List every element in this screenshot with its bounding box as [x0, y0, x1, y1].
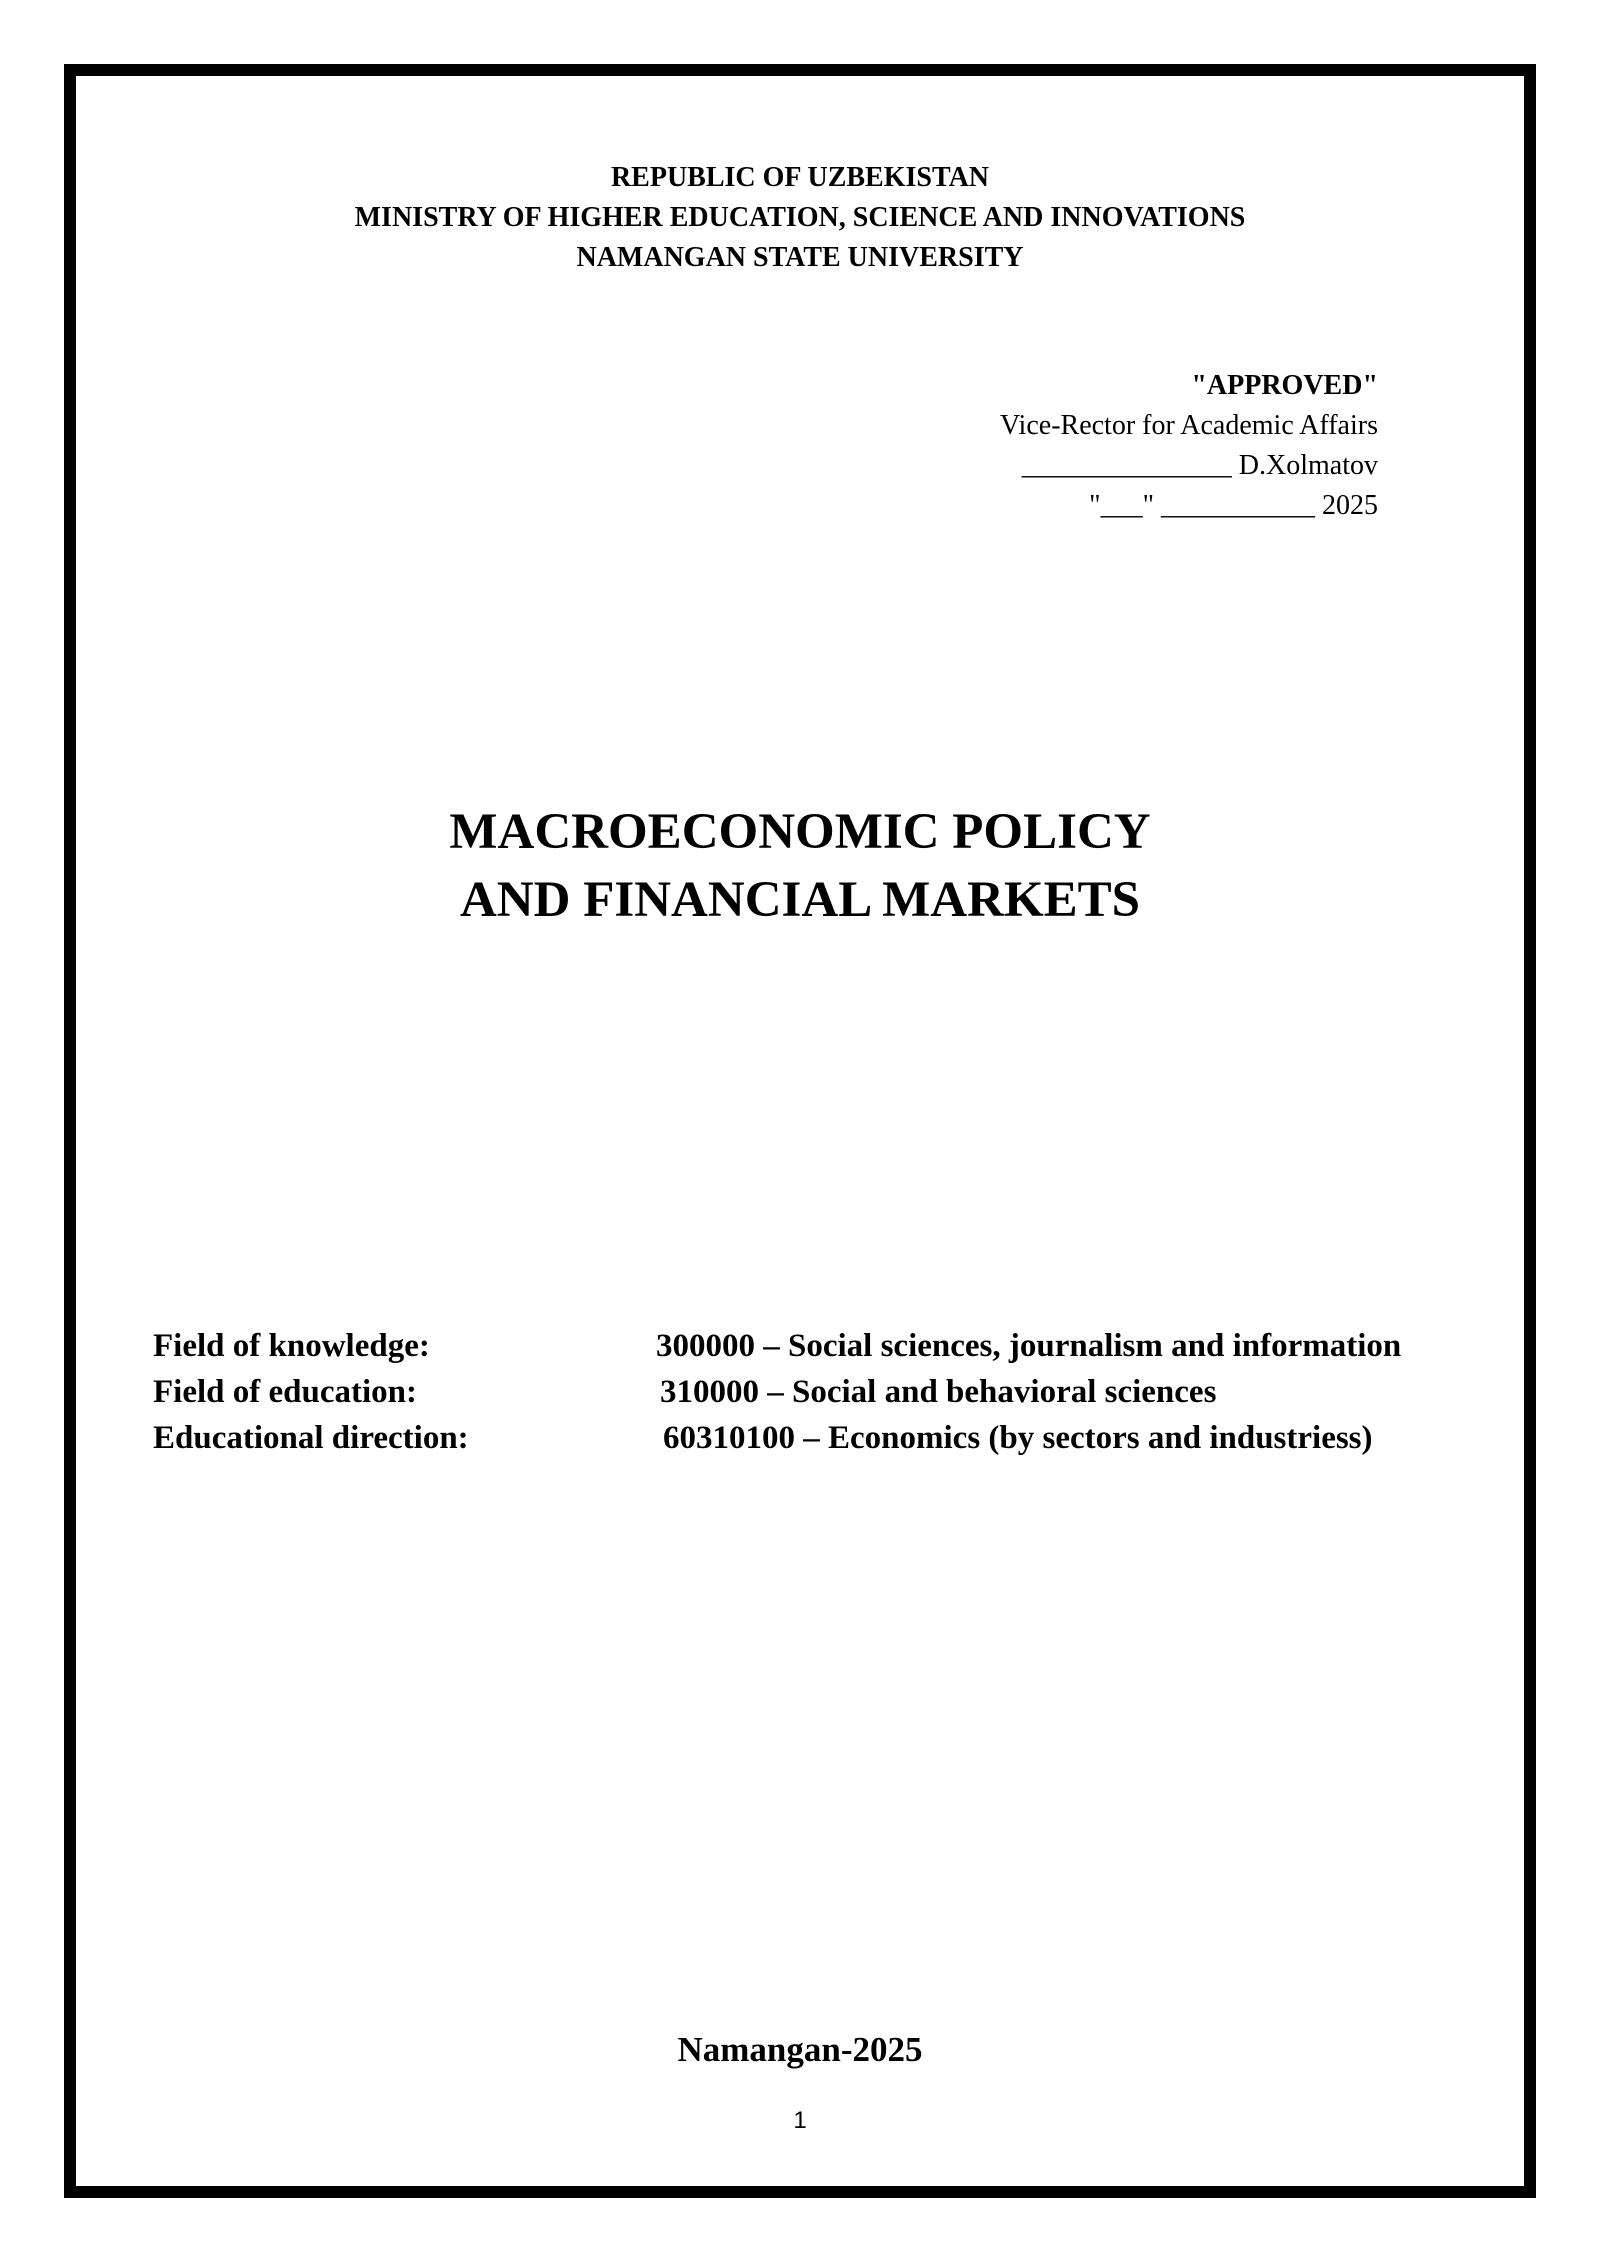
approver-position: Vice-Rector for Academic Affairs — [1000, 410, 1378, 441]
title-line-2: AND FINANCIAL MARKETS — [459, 872, 1141, 928]
document-title — [0, 798, 1600, 934]
university-name: NAMANGAN STATE UNIVERSITY — [576, 242, 1024, 273]
institution-header — [0, 158, 1600, 278]
field-value: 310000 – Social and behavioral sciences — [660, 1374, 1217, 1410]
page-number: 1 — [793, 2107, 807, 2134]
approval-title: "APPROVED" — [1191, 370, 1378, 401]
field-label: Educational direction: — [153, 1420, 469, 1456]
field-value: 60310100 – Economics (by sectors and industriess) — [663, 1420, 1373, 1456]
ministry-name: MINISTRY OF HIGHER EDUCATION, SCIENCE AND INNOVATIONS — [354, 202, 1246, 233]
field-value: 300000 – Social sciences, journalism and information — [656, 1328, 1402, 1364]
title-line-1: MACROECONOMIC POLICY — [449, 804, 1151, 860]
field-label: Field of education: — [153, 1374, 417, 1410]
approval-date-line: "___" ___________ 2025 — [1089, 490, 1378, 521]
city-year: Namangan-2025 — [677, 2030, 923, 2069]
country-name: REPUBLIC OF UZBEKISTAN — [610, 162, 990, 193]
signature-line: _______________ D.Xolmatov — [1021, 450, 1378, 481]
approval-block — [1000, 366, 1378, 526]
field-label: Field of knowledge: — [153, 1328, 430, 1364]
